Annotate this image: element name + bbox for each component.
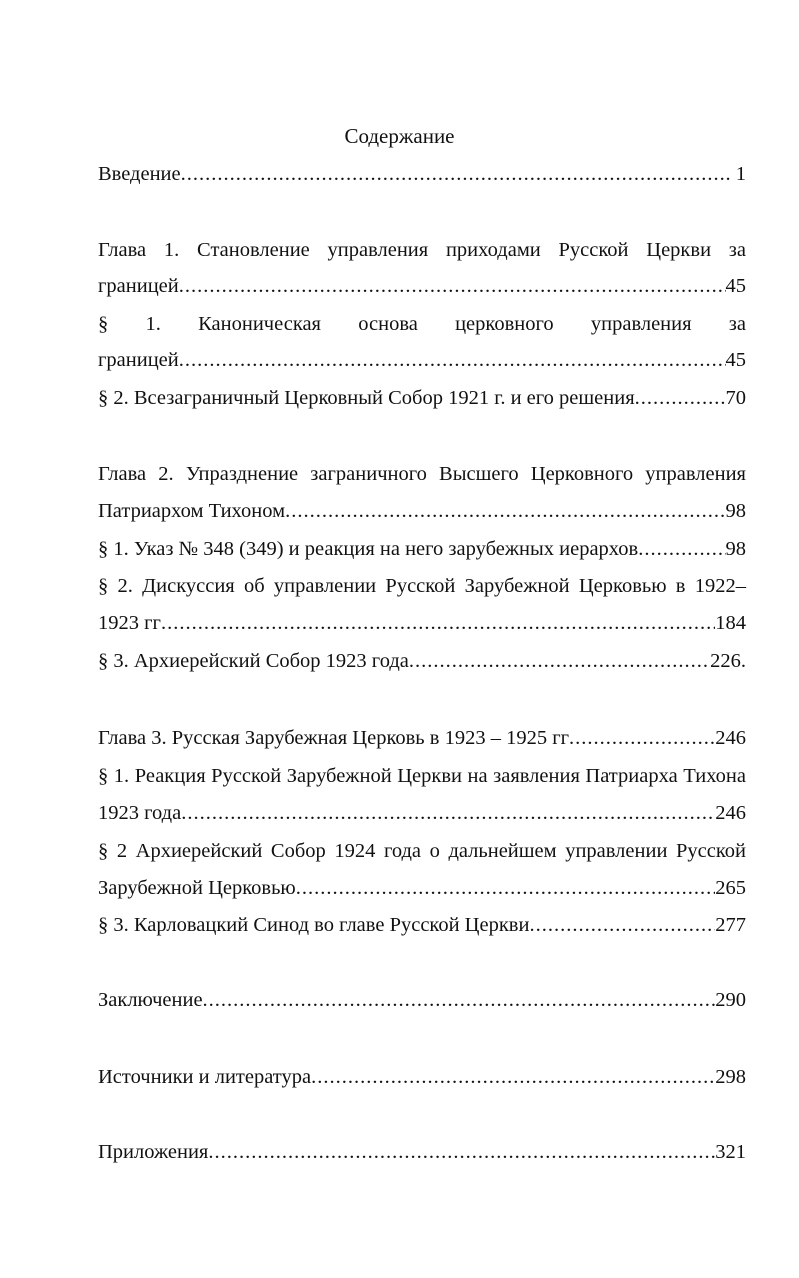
toc-entry-label: Приложения	[98, 1141, 209, 1163]
toc-ch1-section-1: § 1. Каноническая основа церковного управления за	[98, 313, 746, 335]
toc-entry-page: 246	[715, 727, 746, 749]
toc-entry-label: § 1. Указ № 348 (349) и реакция на него зарубежных иерархов	[98, 538, 639, 560]
dot-leader	[203, 986, 716, 1014]
dot-leader	[409, 647, 710, 675]
dot-leader	[179, 272, 726, 300]
toc-entry-label: Заключение	[98, 989, 203, 1011]
toc-entry-page: 277	[715, 914, 746, 936]
dot-leader	[569, 724, 715, 752]
toc-ch2-section-1	[98, 535, 746, 563]
toc-entry-label: 1923 года	[98, 802, 182, 824]
toc-ch3-section-2: § 2 Архиерейский Собор 1924 года о дальнейшем управлении Русской	[98, 840, 746, 862]
toc-ch2-section-3	[98, 647, 746, 675]
dot-leader	[311, 1063, 715, 1091]
toc-ch1-section-2	[98, 384, 746, 412]
toc-entry-page: 70	[725, 387, 746, 409]
toc-ch1-section-1-end	[98, 346, 746, 374]
toc-entry-page: . 1	[725, 163, 746, 185]
toc-entry-page: 298	[715, 1066, 746, 1088]
toc-entry-appendix	[98, 1138, 746, 1166]
toc-chapter-1-heading: Глава 1. Становление управления приходами Русской Церкви за	[98, 239, 746, 261]
dot-leader	[635, 384, 726, 412]
dot-leader	[179, 346, 726, 374]
toc-ch2-section-2: § 2. Дискуссия об управлении Русской Зарубежной Церковью в 1922–	[98, 575, 746, 597]
dot-leader	[181, 799, 715, 827]
toc-entry-page: 265	[715, 877, 746, 899]
toc-entry-label: 1923 гг	[98, 612, 161, 634]
toc-ch3-section-3	[98, 911, 746, 939]
toc-entry-sources	[98, 1063, 746, 1091]
toc-entry-label: § 3. Карловацкий Синод во главе Русской Церкви	[98, 914, 530, 936]
toc-entry-label: Патриархом Тихоном	[98, 500, 286, 522]
toc-entry-page: 98	[725, 538, 746, 560]
dot-leader	[296, 874, 716, 902]
toc-entry-conclusion	[98, 986, 746, 1014]
toc-entry-page: 45	[725, 349, 746, 371]
toc-entry-page: 290	[715, 989, 746, 1011]
toc-entry-label: Глава 3. Русская Зарубежная Церковь в 1923 – 1925 гг	[98, 727, 570, 749]
toc-chapter-2-heading: Глава 2. Упразднение заграничного Высшего Церковного управления	[98, 463, 746, 485]
toc-entry-label: границей	[98, 275, 179, 297]
toc-entry-page: 246	[715, 802, 746, 824]
dot-leader	[529, 911, 715, 939]
dot-leader	[285, 497, 725, 525]
toc-entry-page: 184	[715, 612, 746, 634]
toc-chapter-3-heading	[98, 724, 746, 752]
toc-entry-label: § 2. Всезаграничный Церковный Собор 1921 г. и его решения	[98, 387, 635, 409]
dot-leader	[161, 609, 715, 637]
toc-entry-label: § 3. Архиерейский Собор 1923 года	[98, 650, 409, 672]
toc-entry-label: Источники и литература	[98, 1066, 312, 1088]
toc-entry-page: 45	[725, 275, 746, 297]
toc-entry-page: 321	[715, 1141, 746, 1163]
toc-entry-page: 226.	[710, 650, 746, 672]
toc-title: Содержание	[344, 124, 455, 148]
toc-entry-page: 98	[725, 500, 746, 522]
toc-ch3-section-2-end	[98, 874, 746, 902]
dot-leader	[208, 1138, 715, 1166]
toc-chapter-1-heading-end	[98, 272, 746, 300]
toc-ch3-section-1-end	[98, 799, 746, 827]
toc-entry-label: границей	[98, 349, 179, 371]
toc-entry-label: Введение	[98, 163, 181, 185]
toc-chapter-2-heading-end	[98, 497, 746, 525]
toc-entry-label: Зарубежной Церковью	[98, 877, 296, 899]
dot-leader	[181, 160, 726, 188]
toc-ch2-section-2-end	[98, 609, 746, 637]
toc-ch3-section-1: § 1. Реакция Русской Зарубежной Церкви на заявления Патриарха Тихона	[98, 765, 746, 787]
dot-leader	[638, 535, 725, 563]
toc-entry-intro	[98, 160, 746, 188]
